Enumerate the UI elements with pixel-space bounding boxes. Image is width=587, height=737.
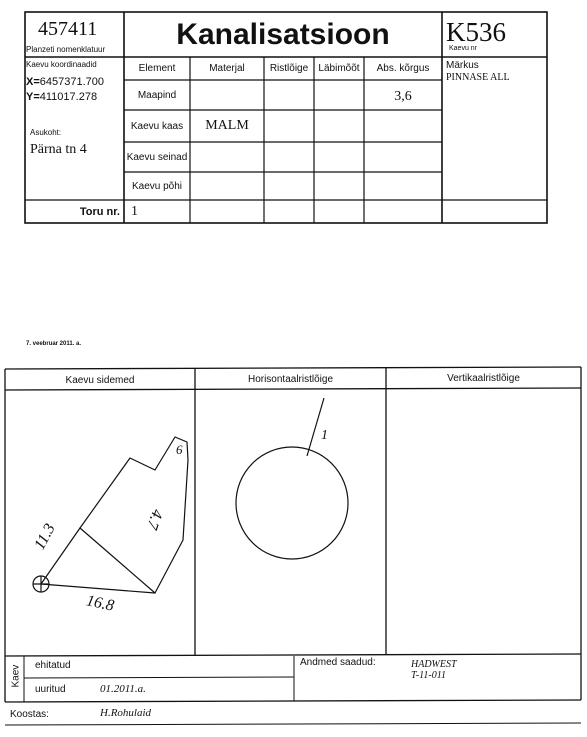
pipe-label: Toru nr. xyxy=(79,206,120,218)
pipe-line xyxy=(307,398,324,456)
section-ties-header: Kaevu sidemed xyxy=(65,374,135,386)
well-circle xyxy=(236,447,348,559)
section-vertical-header: Vertikaalristlõige xyxy=(447,372,520,384)
surveyed-value: 01.2011.a. xyxy=(100,683,146,695)
side-label: Kaev xyxy=(10,664,22,688)
header-material: Materjal xyxy=(209,63,245,74)
header-cross-section: Ristlõige xyxy=(269,63,309,74)
coordinates-caption: Kaevu koordinaadid xyxy=(26,60,97,69)
horizontal-section-drawing xyxy=(195,390,386,655)
header-diameter: Läbimõõt xyxy=(318,63,360,74)
pipe-number: 1 xyxy=(131,204,138,219)
address-caption: Asukoht: xyxy=(30,128,62,137)
header-abs-height: Abs. kõrgus xyxy=(376,63,430,74)
data-from-label: Andmed saadud: xyxy=(300,657,376,668)
well-caption: Kaevu nr xyxy=(449,45,478,52)
section-horizontal-header: Horisontaalristlõige xyxy=(247,373,334,385)
data-from-value: HADWEST xyxy=(411,659,457,670)
data-from-ref: T-11-011 xyxy=(411,670,446,681)
page-title: Kanalisatsioon xyxy=(176,17,390,51)
row-element: Kaevu seinad xyxy=(126,151,188,163)
row-material: MALM xyxy=(205,118,249,133)
well-number: K536 xyxy=(446,17,506,47)
x-coordinate: X=6457371.700 xyxy=(26,76,104,88)
document-date: 7. veebruar 2011. a. xyxy=(26,341,82,347)
y-coordinate: Y=411017.278 xyxy=(26,91,98,103)
header-element: Element xyxy=(138,63,176,74)
pipe-mark: 1 xyxy=(321,428,328,443)
remarks-caption: Märkus xyxy=(446,60,479,71)
remarks-text: PINNASE ALL xyxy=(446,72,510,83)
surveyed-label: uuritud xyxy=(35,684,66,695)
address-value: Pärna tn 4 xyxy=(30,142,87,157)
measure-d: 4.7 xyxy=(143,506,166,532)
ties-sketch xyxy=(5,390,195,655)
measure-c: 6 xyxy=(176,442,183,457)
row-abs-height: 3,6 xyxy=(394,89,412,104)
sheet-caption: Planzeti nomenklatuur xyxy=(26,45,106,54)
compiled-value: H.Rohulaid xyxy=(100,707,152,719)
compiled-label: Koostas: xyxy=(10,709,49,720)
measure-a: 11.3 xyxy=(31,520,59,553)
row-element: Maapind xyxy=(137,89,177,101)
row-element: Kaevu kaas xyxy=(130,120,184,132)
row-element: Kaevu põhi xyxy=(131,180,183,192)
sheet-number: 457411 xyxy=(38,18,98,40)
measure-b: 16.8 xyxy=(84,592,116,615)
built-label: ehitatud xyxy=(35,660,71,671)
